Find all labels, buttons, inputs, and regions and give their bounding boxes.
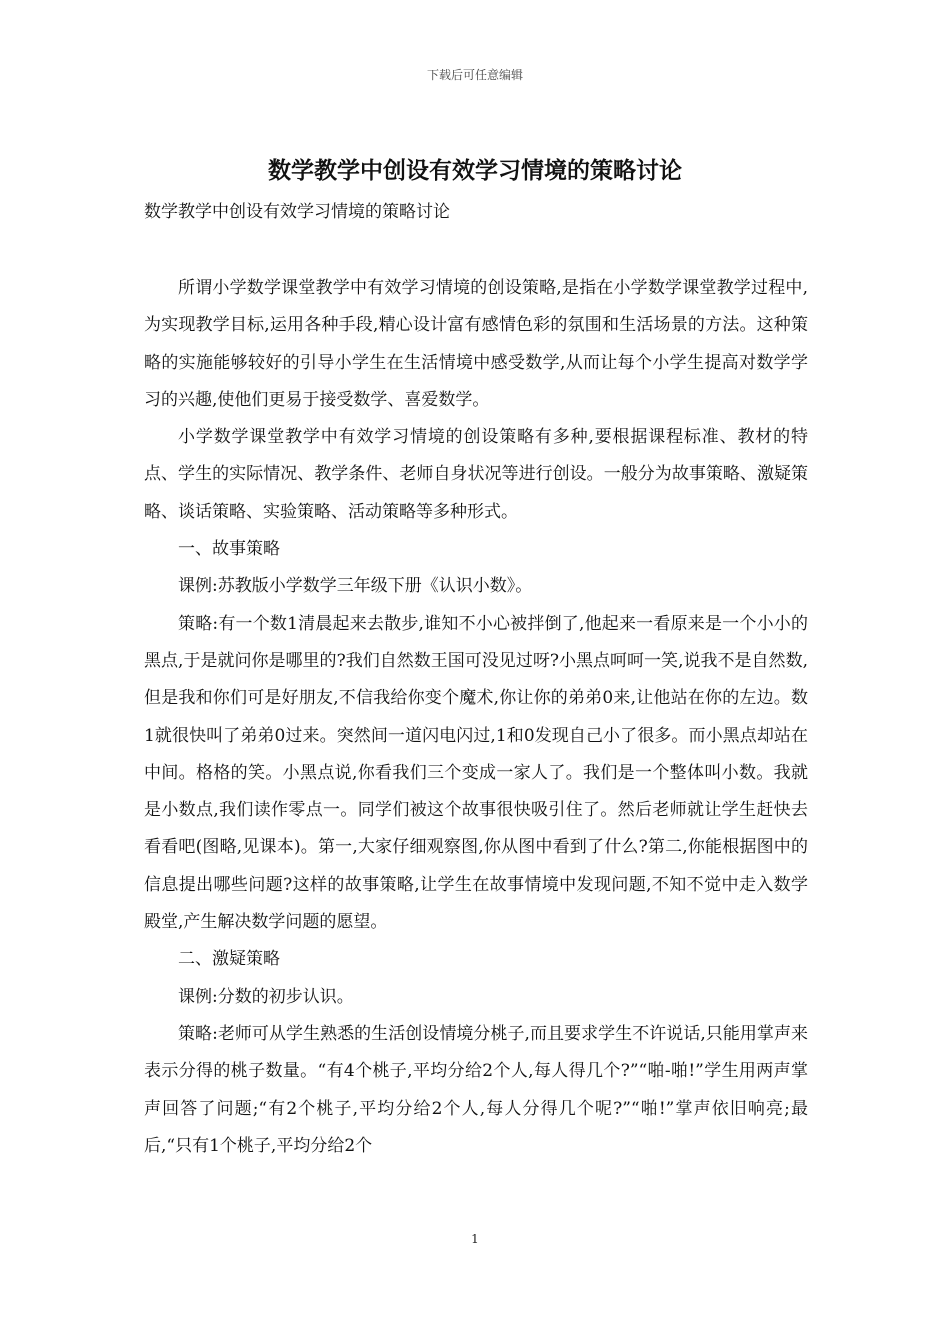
paragraph-story-example: 课例:苏教版小学数学三年级下册《认识小数》。 [178,576,533,597]
document-body [144,270,808,1165]
paragraph-intro: 所谓小学数学课堂教学中有效学习情境的创设策略,是指在小学数学课堂教学过程中,为实现教学目标,运用各种手段,精心设计富有感情色彩的氛围和生活场景的方法。这种策略的实施能够较好的引导小学生在生活情境中感受数学,从而让每个小学生提高对数学学习的兴趣,使他们更易于接受数学、喜爱数学。 [144,278,808,410]
section-heading-story-strategy: 一、故事策略 [178,539,280,560]
page-number: 1 [471,1232,479,1246]
section-heading-inquiry-strategy: 二、激疑策略 [178,949,280,970]
document-title: 数学教学中创设有效学习情境的策略讨论 [268,158,682,184]
paragraph-inquiry-example: 课例:分数的初步认识。 [178,986,354,1007]
paragraph-inquiry-strategy: 策略:老师可从学生熟悉的生活创设情境分桃子,而且要求学生不许说话,只能用掌声来表示分得的桃子数量。“有4个桃子,平均分给2个人,每人得几个?”“啪-啪!”学生用两声掌声回答了问题;“有2个桃子,平均分给2个人,每人分得几个呢?”“啪!”掌声依旧响亮;最后,“只有1个桃子,平均分给2个 [144,1023,808,1156]
paragraph-strategies-overview: 小学数学课堂教学中有效学习情境的创设策略有多种,要根据课程标准、教材的特点、学生的实际情况、教学条件、老师自身状况等进行创设。一般分为故事策略、激疑策略、谈话策略、实验策略、活动策略等多种形式。 [144,427,808,522]
paragraph-story-strategy: 策略:有一个数1清晨起来去散步,谁知不小心被拌倒了,他起来一看原来是一个小小的黑点,于是就问你是哪里的?我们自然数王国可没见过呀?小黑点呵呵一笑,说我不是自然数,但是我和你们可是好朋友,不信我给你变个魔术,你让你的弟弟0来,让他站在你的左边。数1就很快叫了弟弟0过来。突然间一道闪电闪过,1和0发现自己小了很多。而小黑点却站在中间。格格的笑。小黑点说,你看我们三个变成一家人了。我们是一个整体叫小数。我就是小数点,我们读作零点一。同学们被这个故事很快吸引住了。然后老师就让学生赶快去看看吧(图略,见课本)。第一,大家仔细观察图,你从图中看到了什么?第二,你能根据图中的信息提出哪些问题?这样的故事策略,让学生在故事情境中发现问题,不知不觉中走入数学殿堂,产生解决数学问题的愿望。 [144,613,808,933]
document-subtitle: 数学教学中创设有效学习情境的策略讨论 [144,202,450,222]
header-note: 下载后可任意编辑 [426,68,523,82]
